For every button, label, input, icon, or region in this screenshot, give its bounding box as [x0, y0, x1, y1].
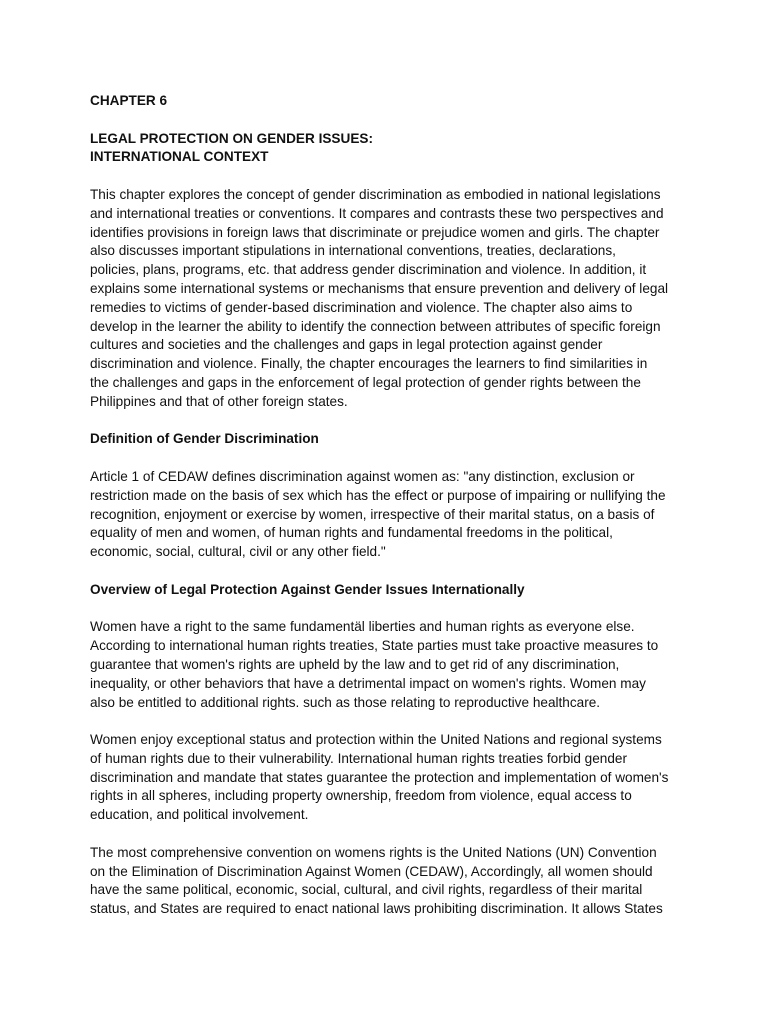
spacer [90, 562, 690, 581]
chapter-title-line-2: INTERNATIONAL CONTEXT [90, 149, 269, 165]
text-line: This chapter explores the concept of gender discrimination as embodied in national legislations [90, 186, 661, 202]
chapter-title-line-1: LEGAL PROTECTION ON GENDER ISSUES: [90, 130, 373, 146]
text-line: Article 1 of CEDAW defines discrimination against women as: "any distinction, exclusion or [90, 468, 635, 484]
text-line: the challenges and gaps in the enforcement of legal protection of gender rights between the [90, 374, 641, 390]
text-line: of human rights due to their vulnerability. International human rights treaties forbid gender [90, 750, 628, 766]
text-line: guarantee that women's rights are upheld by the law and to get rid of any discrimination, [90, 656, 620, 672]
spacer [90, 111, 690, 130]
text-line: inequality, or other behaviors that have a detrimental impact on women's rights. Women may [90, 675, 646, 691]
spacer [90, 712, 690, 731]
spacer [90, 412, 690, 431]
text-line: Philippines and that of other foreign states. [90, 393, 348, 409]
definition-paragraph [90, 468, 690, 562]
text-line: economic, social, cultural, civil or any other field." [90, 544, 386, 560]
text-line: According to international human rights treaties, State parties must take proactive measures to [90, 638, 659, 654]
text-line: discrimination and mandate that states guarantee the protection and implementation of women's [90, 769, 669, 785]
text-line: discrimination and violence. Finally, the chapter encourages the learners to find similarities in [90, 356, 648, 372]
text-line: restriction made on the basis of sex which has the effect or purpose of impairing or nullifying the [90, 487, 666, 503]
text-line: cultures and societies and the challenges and gaps in legal protection against gender [90, 337, 603, 353]
definition-heading: Definition of Gender Discrimination [90, 431, 319, 447]
text-line: equality of men and women, of human rights and fundamental freedoms in the political, [90, 525, 613, 541]
text-line: also be entitled to additional rights. such as those relating to reproductive healthcare. [90, 694, 601, 710]
document-page [90, 92, 690, 919]
text-line: education, and political involvement. [90, 807, 309, 823]
overview-heading: Overview of Legal Protection Against Gender Issues Internationally [90, 581, 525, 597]
intro-paragraph [90, 186, 690, 412]
spacer [90, 600, 690, 619]
chapter-label: CHAPTER 6 [90, 93, 168, 108]
text-line: status, and States are required to enact national laws prohibiting discrimination. It allows States [90, 901, 663, 917]
overview-paragraph-1 [90, 618, 690, 712]
text-line: remedies to victims of gender-based discrimination and violence. The chapter also aims to [90, 299, 633, 315]
text-line: rights in all spheres, including property ownership, freedom from violence, equal access to [90, 788, 632, 804]
text-line: and international treaties or conventions. It compares and contrasts these two perspectives and [90, 205, 664, 221]
text-line: also discusses important stipulations in international conventions, treaties, declarations, [90, 243, 616, 259]
text-line: recognition, enjoyment or exercise by women, irrespective of their marital status, on a basis of [90, 506, 655, 522]
overview-paragraph-3 [90, 844, 690, 919]
text-line: explains some international systems or mechanisms that ensure prevention and delivery of legal [90, 280, 669, 296]
text-line: The most comprehensive convention on womens rights is the United Nations (UN) Convention [90, 844, 657, 860]
text-line: have the same political, economic, social, cultural, and civil rights, regardless of their marital [90, 882, 643, 898]
text-line: Women enjoy exceptional status and protection within the United Nations and regional systems [90, 732, 662, 748]
overview-paragraph-2 [90, 731, 690, 825]
text-line: Women have a right to the same fundamentäl liberties and human rights as everyone else. [90, 619, 635, 635]
text-line: on the Elimination of Discrimination Against Women (CEDAW), Accordingly, all women should [90, 863, 653, 879]
text-line: policies, plans, programs, etc. that address gender discrimination and violence. In addition, it [90, 262, 647, 278]
text-line: develop in the learner the ability to identify the connection between attributes of specific foreign [90, 318, 661, 334]
text-line: identifies provisions in foreign laws that discriminate or prejudice women and girls. The chapter [90, 224, 660, 240]
spacer [90, 449, 690, 468]
spacer [90, 167, 690, 186]
spacer [90, 825, 690, 844]
